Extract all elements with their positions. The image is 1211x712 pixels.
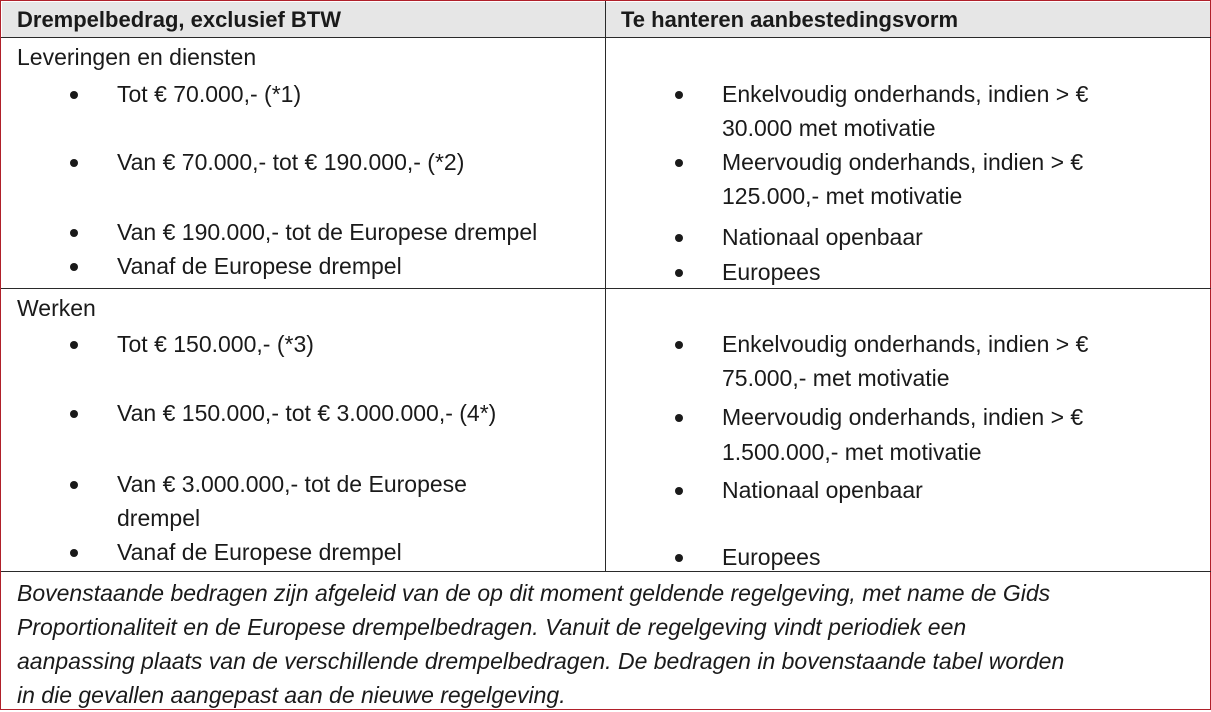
bullet-icon (675, 554, 683, 562)
procedure-item: Nationaal openbaar (722, 477, 923, 503)
footnote-line: in die gevallen aangepast aan de nieuwe regelgeving. (17, 682, 566, 708)
section-title-supplies-services: Leveringen en diensten (17, 44, 257, 70)
bullet-icon (70, 549, 78, 557)
procedure-item: Nationaal openbaar (722, 224, 923, 250)
threshold-item: Van € 150.000,- tot € 3.000.000,- (4*) (117, 400, 497, 426)
bullet-icon (675, 234, 683, 242)
threshold-item: Tot € 150.000,- (*3) (117, 331, 314, 357)
threshold-item-continued: drempel (117, 505, 201, 531)
bullet-icon (70, 229, 78, 237)
threshold-item: Vanaf de Europese drempel (117, 253, 402, 279)
procedure-item: Europees (722, 544, 821, 570)
bullet-icon (675, 269, 683, 277)
footnote-line: aanpassing plaats van de verschillende drempelbedragen. De bedragen in bovenstaande tabel worden (17, 648, 1065, 674)
footnote-divider (1, 571, 1211, 572)
procedure-item: Enkelvoudig onderhands, indien > € (722, 331, 1089, 357)
threshold-item: Van € 70.000,- tot € 190.000,- (*2) (117, 149, 465, 175)
bullet-icon (70, 410, 78, 418)
bullet-icon (675, 487, 683, 495)
bullet-icon (675, 91, 683, 99)
section-divider (1, 288, 1211, 289)
procedure-item: Meervoudig onderhands, indien > € (722, 404, 1084, 430)
procedure-item: Enkelvoudig onderhands, indien > € (722, 81, 1089, 107)
bullet-icon (70, 91, 78, 99)
procedure-item-continued: 125.000,- met motivatie (722, 183, 963, 209)
threshold-item: Van € 190.000,- tot de Europese drempel (117, 219, 538, 245)
bullet-icon (675, 414, 683, 422)
bullet-icon (70, 263, 78, 271)
procedure-item: Europees (722, 259, 821, 285)
procedure-item-continued: 30.000 met motivatie (722, 115, 936, 141)
column-divider (605, 1, 606, 571)
header-threshold: Drempelbedrag, exclusief BTW (17, 7, 341, 32)
bullet-icon (70, 481, 78, 489)
bullet-icon (675, 341, 683, 349)
procedure-item: Meervoudig onderhands, indien > € (722, 149, 1084, 175)
threshold-item: Tot € 70.000,- (*1) (117, 81, 302, 107)
section-title-works: Werken (17, 295, 96, 321)
bullet-icon (675, 159, 683, 167)
threshold-item: Vanaf de Europese drempel (117, 539, 402, 565)
procedure-item-continued: 1.500.000,- met motivatie (722, 439, 982, 465)
bullet-icon (70, 341, 78, 349)
footnote-line: Proportionaliteit en de Europese drempelbedragen. Vanuit de regelgeving vindt periodiek een (17, 614, 967, 640)
threshold-item: Van € 3.000.000,- tot de Europese (117, 471, 467, 497)
bullet-icon (70, 159, 78, 167)
procedure-item-continued: 75.000,- met motivatie (722, 365, 950, 391)
footnote-line: Bovenstaande bedragen zijn afgeleid van de op dit moment geldende regelgeving, met name de Gids (17, 580, 1051, 606)
header-procedure: Te hanteren aanbestedingsvorm (621, 7, 959, 32)
